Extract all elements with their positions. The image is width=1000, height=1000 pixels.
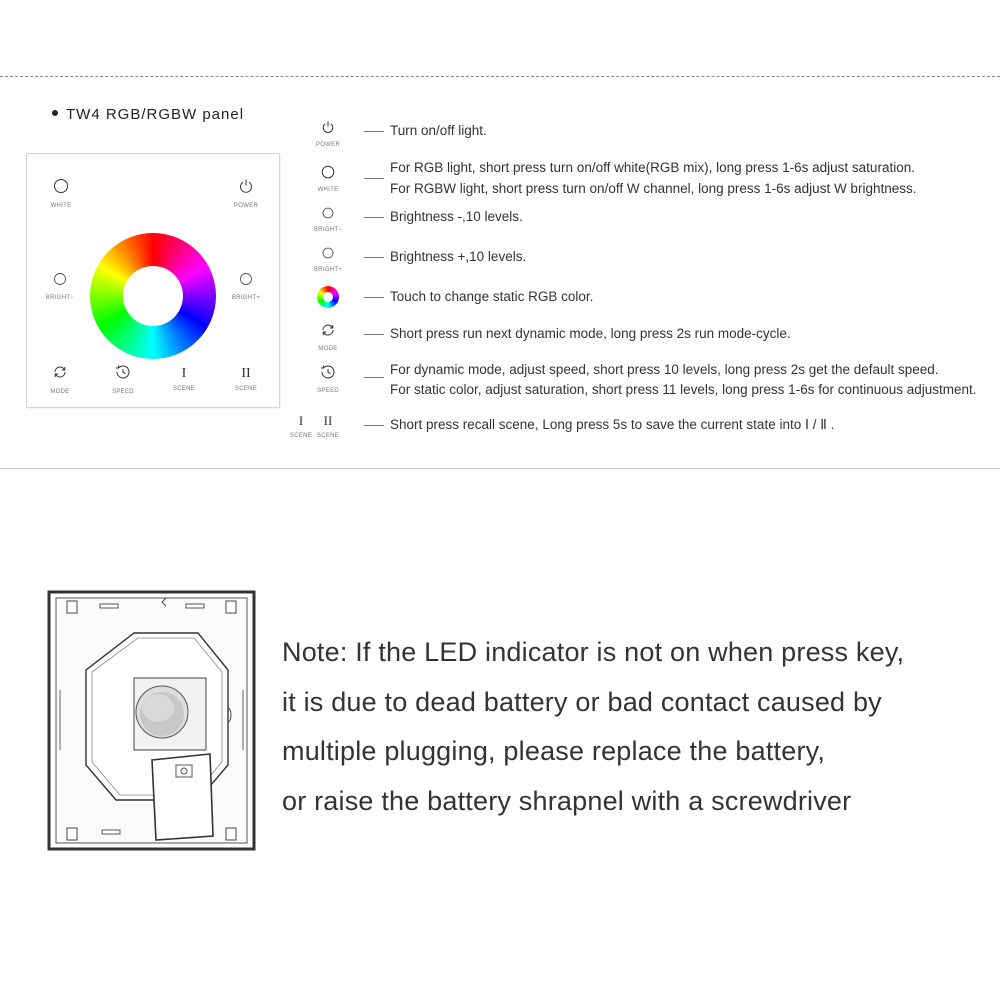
power-icon [238,178,254,194]
color-wheel [90,233,216,359]
legend-icon-label: WHITE [317,187,339,193]
bright-minus-label: BRIGHT− [45,295,75,301]
leader-line [364,131,384,132]
scene-2-button [216,364,276,392]
legend-text: Short press recall scene, Long press 5s to save the current state into Ⅰ / Ⅱ . [390,417,835,432]
scene-2-glyph: II [241,366,251,381]
legend-icon-label: SPEED [317,388,339,394]
circle-icon [53,178,69,194]
legend-scene-1 [286,412,316,439]
legend-bright-plus [300,246,356,273]
panel-front-illustration [26,153,280,408]
legend-icon-label: MODE [318,346,338,352]
leader-line [364,178,384,179]
power-icon [321,120,335,134]
legend-icon-label: SCENE [316,433,340,439]
legend-speed [300,364,356,394]
leader-line [364,217,384,218]
clock-icon [115,364,131,380]
legend-power [300,120,356,148]
refresh-icon [52,364,68,380]
power-label: POWER [233,203,259,209]
legend-bright-minus [300,206,356,233]
legend-mode [300,322,356,352]
scene-1-button [154,364,214,392]
top-dashed-divider [0,76,1000,77]
circle-icon [321,165,335,179]
legend-text-2: For static color, adjust saturation, short press 11 levels, long press 1-6s for continuous adjustment. [390,382,977,397]
white-label: WHITE [50,203,72,209]
legend-text: For RGB light, short press turn on/off white(RGB mix), long press 1-6s adjust saturation. [390,160,915,175]
legend-text: Touch to change static RGB color. [390,289,594,304]
legend-color-wheel [300,286,356,313]
circle-icon [239,272,253,286]
leader-line [364,334,384,335]
battery-note [282,628,904,826]
legend-icon-label: SCENE [289,433,313,439]
note-line: it is due to dead battery or bad contact caused by [282,686,882,717]
circle-icon [53,272,67,286]
panel-back-illustration [46,590,258,854]
refresh-icon [320,322,336,338]
color-wheel-icon [317,286,339,308]
scene-1-glyph: I [298,413,304,428]
section-divider [0,468,1000,469]
speed-button [93,364,153,395]
bright-plus-label: BRIGHT+ [231,295,261,301]
note-line: multiple plugging, please replace the battery, [282,736,826,766]
legend-white [300,165,356,193]
legend-text: Brightness +,10 levels. [390,249,527,264]
speed-label: SPEED [112,389,134,395]
circle-icon [322,247,334,259]
bright-minus-button [30,272,90,301]
legend-text-2: For RGBW light, short press turn on/off W channel, long press 1-6s adjust W brightness. [390,181,917,196]
leader-line [364,377,384,378]
scene-2-glyph: II [323,413,333,428]
bright-plus-button [216,272,276,301]
leader-line [364,425,384,426]
circle-icon [322,207,334,219]
legend-scene-2 [313,412,343,439]
leader-line [364,297,384,298]
legend-text: For dynamic mode, adjust speed, short press 10 levels, long press 2s get the default speed. [390,362,939,377]
legend-icon-label: POWER [315,142,341,148]
scene-1-label: SCENE [172,386,196,392]
white-button [31,178,91,209]
mode-button [30,364,90,395]
bullet-icon [52,110,58,116]
legend-icon-label: BRIGHT− [313,227,343,233]
legend-text: Turn on/off light. [390,123,487,138]
legend-icon-label: BRIGHT+ [313,267,343,273]
scene-2-label: SCENE [234,386,258,392]
clock-icon [320,364,336,380]
scene-1-glyph: I [181,366,187,381]
power-button [216,178,276,209]
panel-title [52,106,244,123]
note-line: or raise the battery shrapnel with a screwdriver [282,785,852,816]
panel-title-text: TW4 RGB/RGBW panel [66,106,245,123]
legend-text: Short press run next dynamic mode, long press 2s run mode-cycle. [390,326,791,341]
leader-line [364,257,384,258]
legend-text: Brightness -,10 levels. [390,209,523,224]
mode-label: MODE [50,389,70,395]
note-line: Note: If the LED indicator is not on when press key, [282,637,905,667]
